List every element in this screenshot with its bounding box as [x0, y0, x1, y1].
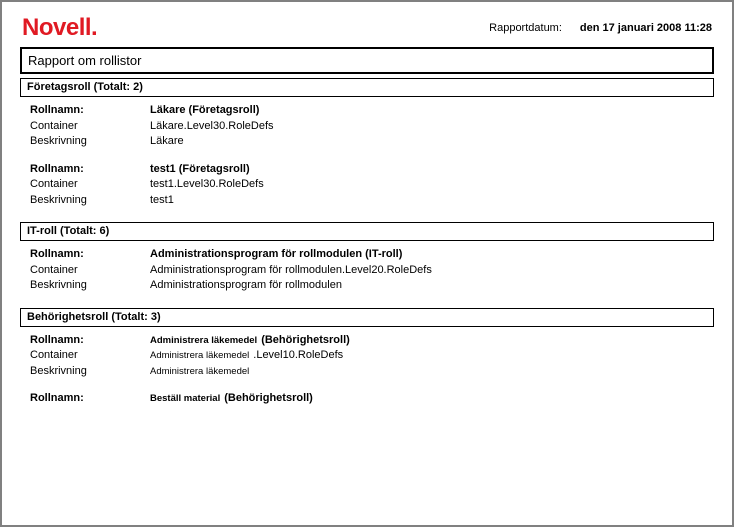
field-label: Container [30, 178, 78, 190]
field-value-part: test1 (Företagsroll) [150, 162, 250, 175]
role-entry [20, 391, 714, 407]
field-row [30, 364, 714, 380]
field-row [30, 177, 714, 193]
report-title: Rapport om rollistor [28, 53, 142, 68]
field-label: Beskrivning [30, 279, 87, 291]
field-row [30, 333, 714, 349]
field-row [30, 119, 714, 135]
field-value [150, 247, 714, 263]
field-value-part: Beställ material [150, 393, 221, 404]
role-entry [20, 333, 714, 380]
section-header: Företagsroll (Totalt: 2) [20, 78, 714, 97]
field-value-part: Läkare (Företagsroll) [150, 104, 260, 116]
field-row [30, 162, 714, 178]
report-date-block [489, 22, 712, 34]
field-value-part: Läkare [150, 135, 184, 147]
role-entry [20, 162, 714, 209]
field-value [150, 103, 714, 119]
field-value [150, 193, 714, 209]
field-row [30, 103, 714, 119]
novell-logo: Novell. [22, 14, 98, 41]
field-row [30, 263, 714, 279]
field-label: Rollnamn: [30, 162, 84, 175]
field-value [150, 278, 714, 294]
field-label: Rollnamn: [30, 392, 84, 404]
field-label: Container [30, 349, 78, 361]
report-header [20, 15, 714, 41]
field-label: Beskrivning [30, 135, 87, 147]
role-entry [20, 247, 714, 294]
role-entry [20, 103, 714, 150]
field-value-part: Administrationsprogram för rollmodulen (IT-roll) [150, 248, 403, 260]
field-label: Container [30, 119, 78, 132]
field-label: Rollnamn: [30, 333, 84, 346]
field-value-part: test1.Level30.RoleDefs [150, 178, 264, 190]
field-row [30, 278, 714, 294]
field-value-part: Administrationsprogram för rollmodulen.Level20.RoleDefs [150, 263, 432, 276]
field-row [30, 134, 714, 150]
field-value-part: Administrera läkemedel [150, 350, 250, 361]
field-value-part: (Behörighetsroll) [224, 392, 313, 404]
field-value [150, 364, 714, 380]
report-date-label: Rapportdatum: [489, 22, 562, 34]
field-value [150, 348, 714, 364]
field-row [30, 391, 714, 407]
field-value [150, 162, 714, 178]
field-value-part: Administrationsprogram för rollmodulen [150, 279, 342, 291]
field-label: Rollnamn: [30, 104, 84, 116]
field-value-part: Administrera läkemedel [150, 365, 250, 377]
field-value [150, 119, 714, 135]
field-value-part: .Level10.RoleDefs [253, 349, 344, 361]
field-row [30, 193, 714, 209]
field-value [150, 391, 714, 407]
field-value-part: (Behörighetsroll) [261, 333, 350, 346]
field-value-part: test1 [150, 193, 174, 206]
field-label: Rollnamn: [30, 248, 84, 260]
field-label: Beskrivning [30, 364, 87, 377]
field-label: Container [30, 263, 78, 276]
section-header: Behörighetsroll (Totalt: 3) [20, 308, 714, 327]
section-header: IT-roll (Totalt: 6) [20, 222, 714, 241]
field-label: Beskrivning [30, 193, 87, 206]
field-row [30, 247, 714, 263]
field-value [150, 263, 714, 279]
field-row [30, 348, 714, 364]
field-value [150, 134, 714, 150]
report-body [20, 78, 714, 407]
field-value [150, 177, 714, 193]
report-title-box [20, 47, 714, 74]
field-value-part: Läkare.Level30.RoleDefs [150, 119, 274, 132]
field-value [150, 333, 714, 349]
field-value-part: Administrera läkemedel [150, 334, 258, 346]
report-date-value: den 17 januari 2008 11:28 [579, 22, 712, 34]
